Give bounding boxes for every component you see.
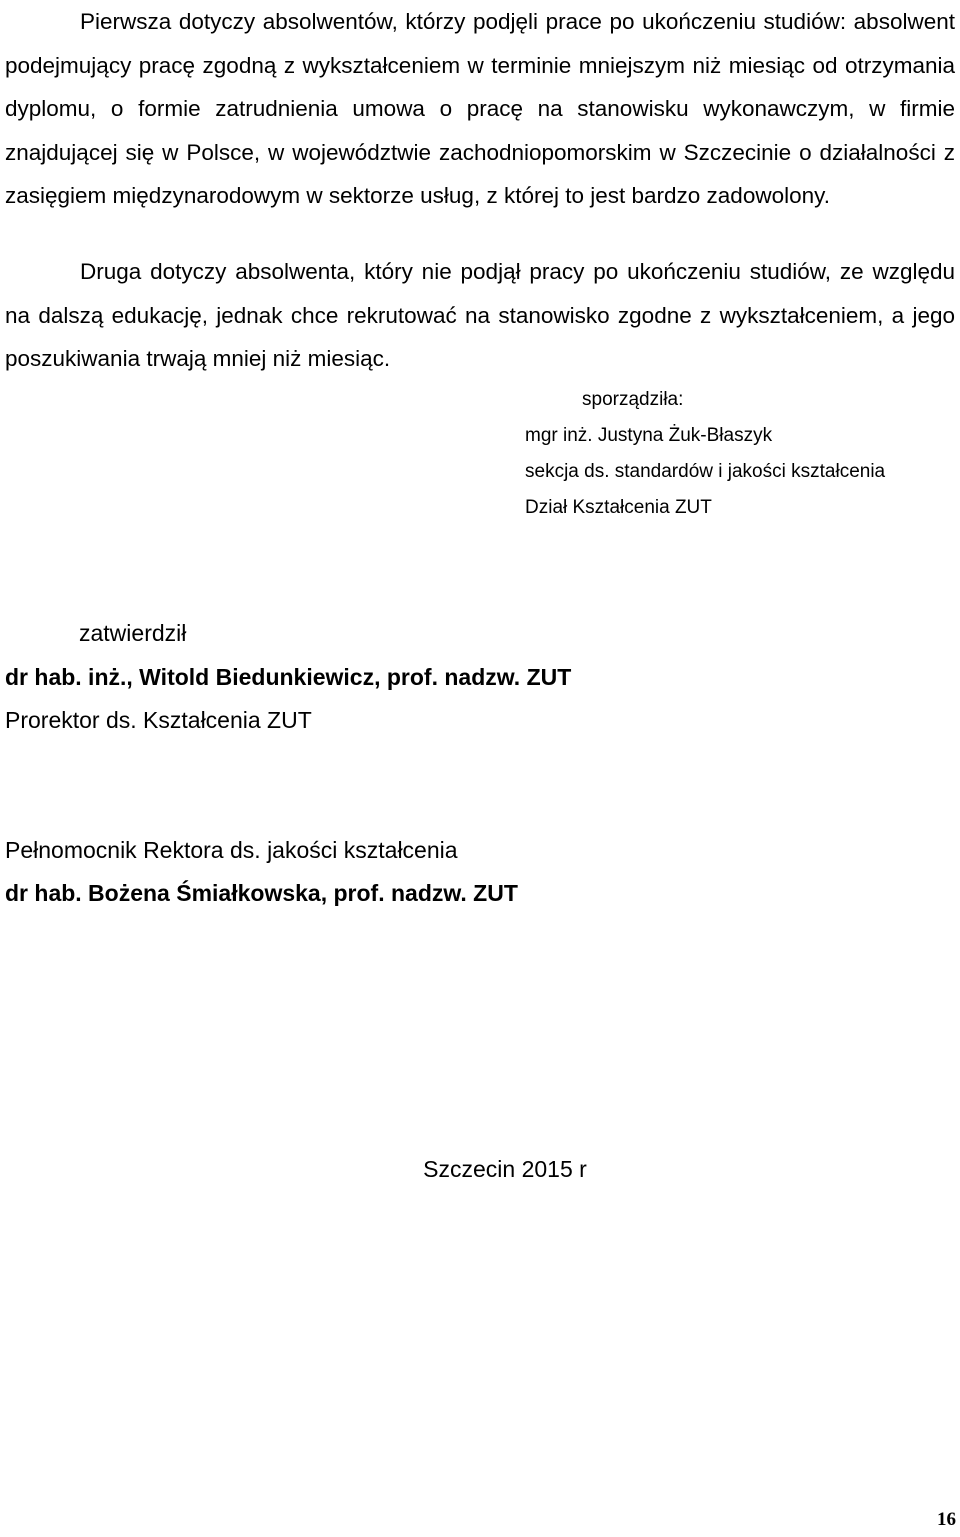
page-number: 16 — [937, 1509, 956, 1530]
approved-role: Prorektor ds. Kształcenia ZUT — [5, 707, 312, 733]
paragraph-graduates-not-employed: Druga dotyczy absolwenta, który nie podjął pracy po ukończeniu studiów, ze względu na dalszą edukację, jednak chce rekrutować na stanowisko zgodne z wykształceniem, a jego poszukiwania trwają mniej niż miesiąc. — [5, 259, 955, 371]
approved-label: zatwierdził — [79, 620, 187, 646]
prepared-by-department: Dział Kształcenia ZUT — [525, 497, 712, 518]
prepared-by-name: mgr inż. Justyna Żuk-Błaszyk — [525, 425, 773, 446]
prepared-by-section: sekcja ds. standardów i jakości kształcenia — [525, 461, 886, 482]
approved-name: dr hab. inż., Witold Biedunkiewicz, prof. nadzw. ZUT — [5, 664, 572, 690]
place-date: Szczecin 2015 r — [423, 1156, 587, 1182]
plenipotentiary-role: Pełnomocnik Rektora ds. jakości kształcenia — [5, 837, 458, 863]
paragraph-graduates-employed: Pierwsza dotyczy absolwentów, którzy podjęli prace po ukończeniu studiów: absolwent podejmujący pracę zgodną z wykształceniem w terminie mniejszym niż miesiąc od otrzymania dyplomu, o formie zatrudnienia umowa o pracę na stanowisku wykonawczym, w firmie znajdującej się w Polsce, w województwie zachodniopomorskim w Szczecinie o działalności z zasięgiem międzynarodowym w sektorze usług, z której to jest bardzo zadowolony. — [5, 9, 955, 208]
plenipotentiary-name: dr hab. Bożena Śmiałkowska, prof. nadzw. ZUT — [5, 880, 518, 906]
prepared-by-label: sporządziła: — [582, 389, 684, 410]
